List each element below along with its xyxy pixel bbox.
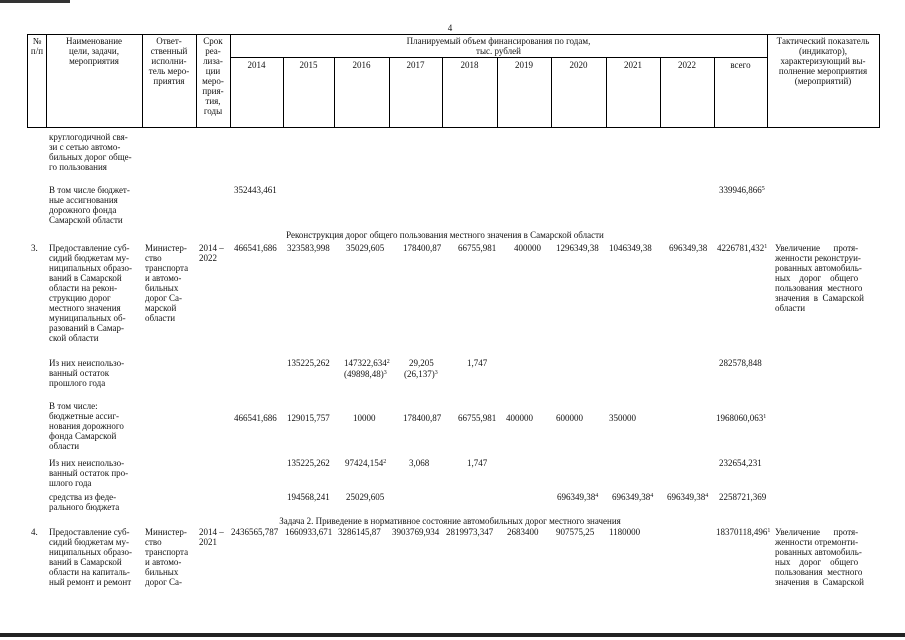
row3a-total: 282578,848 xyxy=(719,358,762,368)
row3b-name: В том числе: бюджетные ассиг- нования дорожного фонда Самарской области xyxy=(49,401,124,451)
row3a-2016: 147322,634$^2$ xyxy=(344,358,390,368)
row3d-2016: 25029,605 xyxy=(346,492,385,502)
page-number: 4 xyxy=(447,23,453,33)
row3b-2016: 10000 xyxy=(353,413,376,423)
row3-2021: 1046349,38 xyxy=(609,243,652,253)
row4-2019: 2683400 xyxy=(507,527,539,537)
header-year-2017: 2017 xyxy=(406,60,425,70)
section-title: Реконструкция дорог общего пользования местного значения в Самарской области xyxy=(286,230,604,240)
header-year-2022: 2022 xyxy=(678,60,696,70)
row4-term: 2014 – 2021 xyxy=(199,527,224,547)
row3c-2018: 1,747 xyxy=(467,458,488,468)
row3-number: 3. xyxy=(31,243,38,253)
row3b-total: 1968060,063$^1$ xyxy=(716,413,767,423)
row3a-2017-alt: $(26,137)^3$ xyxy=(404,369,438,379)
incl-budget-2014: 352443,461 xyxy=(234,185,277,195)
header-financing: Планируемый объем финансирования по годам, тыс. рублей xyxy=(406,36,591,56)
row4-2016: 3286145,87 xyxy=(338,527,381,537)
header-year-2018: 2018 xyxy=(460,60,479,70)
continued-name: круглогодичной свя- зи с сетью автомо- бильных дорог обще- го пользования xyxy=(49,132,132,172)
row3-2014: 466541,686 xyxy=(234,243,277,253)
header-term: Срок реа- лиза- ции меро- прия- тия, годы xyxy=(202,36,224,116)
header-year-2015: 2015 xyxy=(299,60,318,70)
row3-2019: 400000 xyxy=(514,243,541,253)
incl-budget-name: В том числе бюджет- ные ассигнования дорожного фонда Самарской области xyxy=(49,185,130,225)
row3b-2020: 600000 xyxy=(556,413,583,423)
row3c-2016: 97424,154$^2$ xyxy=(345,458,387,468)
header-year-2020: 2020 xyxy=(569,60,588,70)
row3-2016: 35029,605 xyxy=(346,243,385,253)
row3a-2016-alt: $(49898,48)^3$ xyxy=(344,369,387,379)
header-name: Наименование цели, задачи, мероприятия xyxy=(65,36,123,66)
row3b-2018: 66755,981 xyxy=(458,413,497,423)
row3a-2017: 29,205 xyxy=(409,358,434,368)
row3a-2015: 135225,262 xyxy=(287,358,330,368)
row3c-2015: 135225,262 xyxy=(287,458,330,468)
row4-indicator: Увеличение протя- женности отремонти- рованных автомобиль- ных дорог общего пользования местного значения в Самарской xyxy=(775,527,864,587)
row3d-total: 2258721,369 xyxy=(719,492,767,502)
row3a-name: Из них неиспользо- ванный остаток прошлого года xyxy=(49,358,125,388)
scan-edge-bottom xyxy=(0,633,905,637)
row3-2020: 1296349,38 xyxy=(556,243,599,253)
row4-name: Предоставление суб- сидий бюджетам му- ниципальных образо- ваний в Самарской области на капиталь- ный ремонт и ремонт xyxy=(49,527,132,587)
header-executor: Ответ- ственный исполни- тель меро- приятия xyxy=(148,36,190,86)
row4-2017: 3903769,934 xyxy=(392,527,440,537)
row3-executor: Министер- ство транспорта и автомо- бильных дорог Са- марской области xyxy=(145,243,189,323)
row3-2015: 323583,998 xyxy=(287,243,330,253)
row3-2017: 178400,87 xyxy=(403,243,442,253)
row3d-2021: 696349,38$^4$ xyxy=(612,492,654,502)
row3-term: 2014 – 2022 xyxy=(199,243,224,263)
row3c-name: Из них неиспользо- ванный остаток про- шлого года xyxy=(49,458,129,488)
row3-2018: 66755,981 xyxy=(458,243,497,253)
header-num: № п/п xyxy=(30,36,44,56)
row4-2018: 2819973,347 xyxy=(446,527,494,537)
row4-executor: Министер- ство транспорта и автомо- бильных дорог Са- xyxy=(145,527,189,587)
row3d-2022: 696349,38$^4$ xyxy=(667,492,709,502)
row4-2020: 907575,25 xyxy=(556,527,595,537)
row3-indicator: Увеличение протя- женности реконструи- рованных автомобиль- ных дорог общего пользования местного значения в Самарской области xyxy=(775,243,864,313)
row3c-total: 232654,231 xyxy=(719,458,762,468)
row3b-2021: 350000 xyxy=(609,413,636,423)
header-indicator: Тактический показатель (индикатор), характеризующий вы- полнение мероприятия (мероприятий) xyxy=(776,36,870,86)
row3-name: Предоставление суб- сидий бюджетам му- ниципальных образо- ваний в Самарской области на рекон- струкцию дорог местного значения муниципальных об- разований в Самар- ской области xyxy=(49,243,132,343)
scan-edge-top xyxy=(0,0,70,3)
incl-budget-total: 339946,866$^5$ xyxy=(719,185,765,195)
row3a-2018: 1,747 xyxy=(467,358,488,368)
task2-title: Задача 2. Приведение в нормативное состояние автомобильных дорог местного значения xyxy=(279,516,621,526)
row4-2014: 2436565,787 xyxy=(231,527,279,537)
row3-total: 4226781,432$^1$ xyxy=(717,243,768,253)
row3c-2017: 3,068 xyxy=(409,458,430,468)
row3b-2015: 129015,757 xyxy=(287,413,330,423)
row3d-2015: 194568,241 xyxy=(287,492,330,502)
header-year-2019: 2019 xyxy=(515,60,533,70)
row3-2022: 696349,38 xyxy=(669,243,708,253)
row3b-2019: 400000 xyxy=(506,413,533,423)
row4-2021: 1180000 xyxy=(609,527,641,537)
row3d-name: средства из феде- рального бюджета xyxy=(49,492,120,512)
header-year-2016: 2016 xyxy=(352,60,371,70)
row3b-2017: 178400,87 xyxy=(403,413,442,423)
row4-number: 4. xyxy=(31,527,38,537)
row4-total: 18370118,496$^1$ xyxy=(716,527,771,537)
header-year-2021: 2021 xyxy=(624,60,642,70)
header-year-total: всего xyxy=(730,60,751,70)
row4-2015: 1660933,671 xyxy=(285,527,333,537)
header-year-2014: 2014 xyxy=(247,60,266,70)
row3d-2020: 696349,38$^4$ xyxy=(557,492,599,502)
row3b-2014: 466541,686 xyxy=(234,413,277,423)
